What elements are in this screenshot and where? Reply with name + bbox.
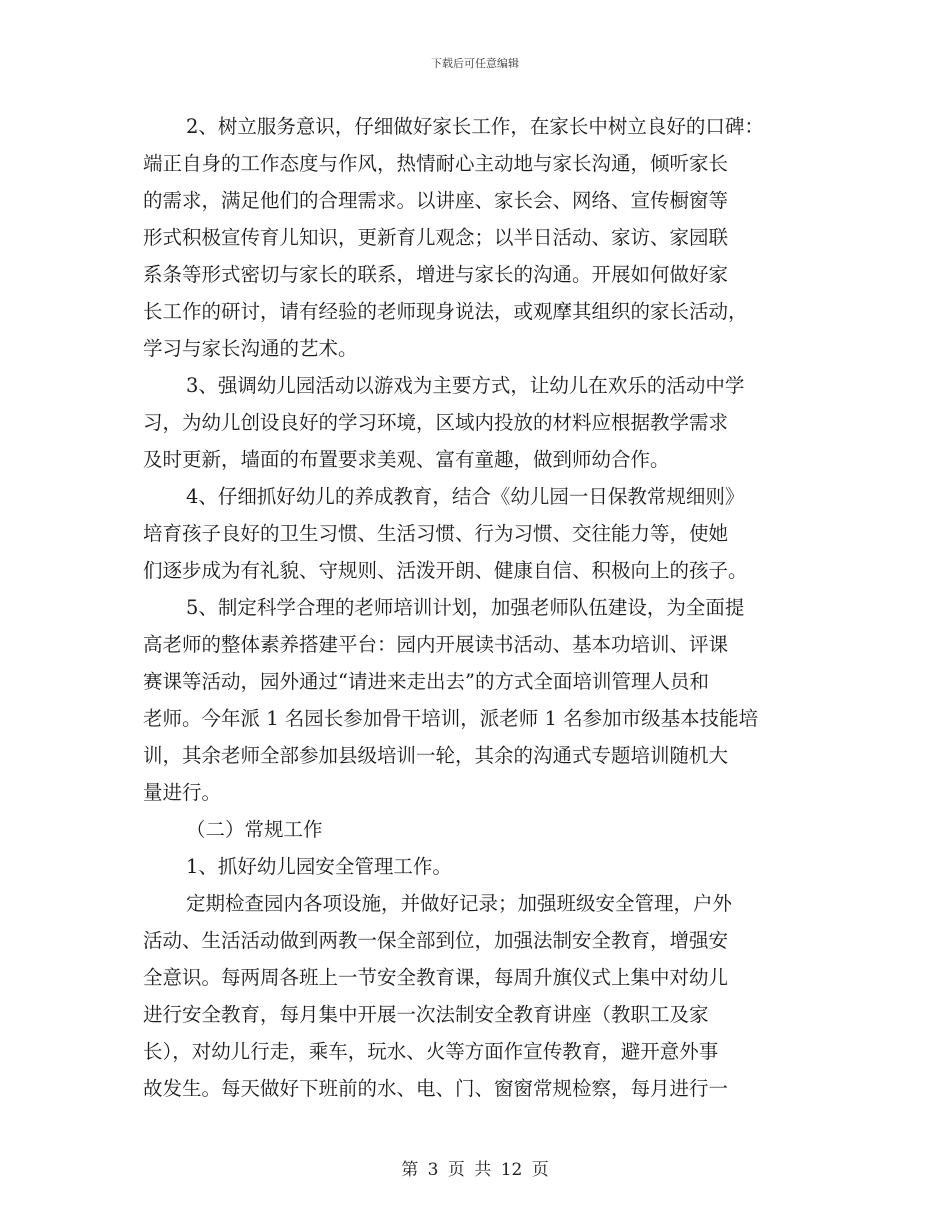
subsection-heading: 1、抓好幼儿园安全管理工作。 xyxy=(186,855,452,878)
paragraph-line: 老师。今年派 1 名园长参加骨干培训，派老师 1 名参加市级基本技能培 xyxy=(143,707,759,730)
paragraph-line: 3、强调幼儿园活动以游戏为主要方式，让幼儿在欢乐的活动中学 xyxy=(186,374,745,397)
section-heading: （二）常规工作 xyxy=(186,818,323,841)
paragraph-line: 端正自身的工作态度与作风，热情耐心主动地与家长沟通，倾听家长 xyxy=(143,152,729,175)
paragraph-line: 及时更新，墙面的布置要求美观、富有童趣，做到师幼合作。 xyxy=(143,448,670,471)
paragraph-line: 们逐步成为有礼貌、守规则、活泼开朗、健康自信、积极向上的孩子。 xyxy=(143,559,748,582)
paragraph-line: 4、仔细抓好幼儿的养成教育，结合《幼儿园一日保教常规细则》 xyxy=(186,485,745,508)
paragraph-line: 习，为幼儿创设良好的学习环境，区域内投放的材料应根据教学需求 xyxy=(143,411,729,434)
paragraph-line: 长工作的研讨，请有经验的老师现身说法，或观摩其组织的家长活动， xyxy=(143,300,748,323)
paragraph-line: 2、树立服务意识，仔细做好家长工作，在家长中树立良好的口碑： xyxy=(186,115,764,138)
paragraph-line: 训，其余老师全部参加县级培训一轮，其余的沟通式专题培训随机大 xyxy=(143,744,729,767)
page-number-footer: 第 3 页 共 12 页 xyxy=(401,1160,549,1180)
paragraph-line: 定期检查园内各项设施，并做好记录；加强班级安全管理，户外 xyxy=(186,892,733,915)
paragraph-line: 形式积极宣传育儿知识，更新育儿观念；以半日活动、家访、家园联 xyxy=(143,226,729,249)
paragraph-line: 学习与家长沟通的艺术。 xyxy=(143,337,358,360)
document-body xyxy=(143,108,815,1107)
paragraph-line: 故发生。每天做好下班前的水、电、门、窗窗常规检察，每月进行一 xyxy=(143,1077,729,1100)
paragraph-line: 培育孩子良好的卫生习惯、生活习惯、行为习惯、交往能力等，使她 xyxy=(143,522,729,545)
paragraph-line: 量进行。 xyxy=(143,781,222,804)
paragraph-line: 活动、生活活动做到两教一保全部到位，加强法制安全教育，增强安 xyxy=(143,929,729,952)
paragraph-line: 高老师的整体素养搭建平台：园内开展读书活动、基本功培训、评课 xyxy=(143,633,729,656)
paragraph-line: 赛课等活动，园外通过“请进来走出去”的方式全面培训管理人员和 xyxy=(143,670,709,693)
paragraph-line: 进行安全教育，每月集中开展一次法制安全教育讲座（教职工及家 xyxy=(143,1003,709,1026)
paragraph-line: 系条等形式密切与家长的联系，增进与家长的沟通。开展如何做好家 xyxy=(143,263,729,286)
paragraph-line: 5、制定科学合理的老师培训计划，加强老师队伍建设，为全面提 xyxy=(186,596,745,619)
paragraph-line: 全意识。每两周各班上一节安全教育课，每周升旗仪式上集中对幼儿 xyxy=(143,966,729,989)
paragraph-line: 长），对幼儿行走，乘车，玩水、火等方面作宣传教育，避开意外事 xyxy=(143,1040,719,1063)
header-note: 下载后可任意编辑 xyxy=(431,57,519,70)
paragraph-line: 的需求，满足他们的合理需求。以讲座、家长会、网络、宣传橱窗等 xyxy=(143,189,729,212)
